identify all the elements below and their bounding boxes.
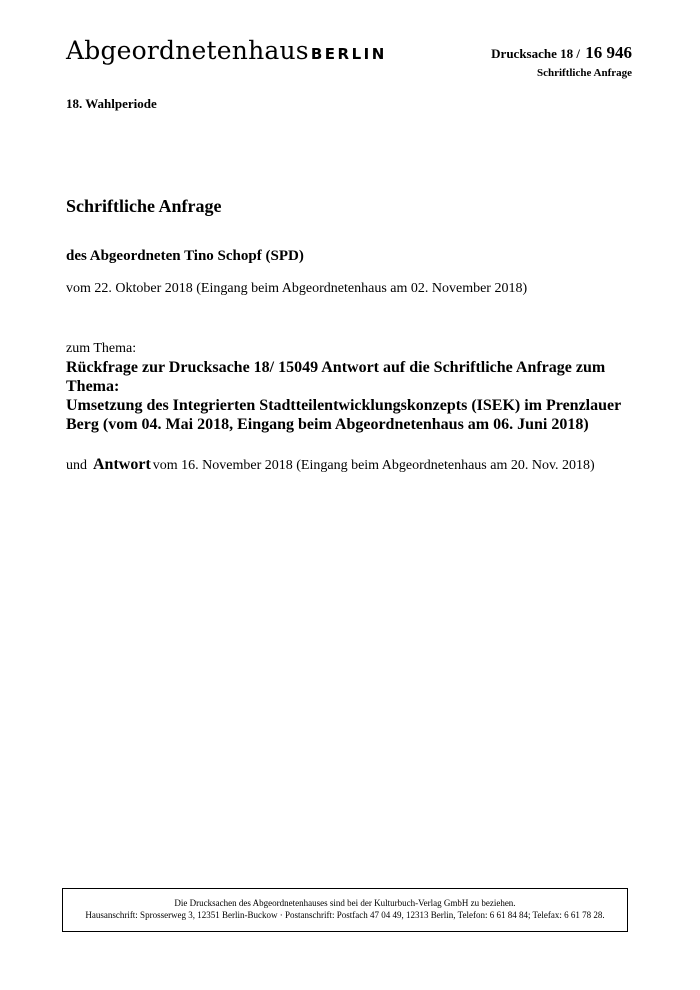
topic-line: Thema: — [66, 378, 120, 395]
topic-line: Berg (vom 04. Mai 2018, Eingang beim Abgeordnetenhaus am 06. Juni 2018) — [66, 416, 589, 433]
drucksache-label: Drucksache 18 — [491, 46, 574, 61]
topic-label: zum Thema: — [66, 341, 137, 356]
logo-city-text: BERLIN — [310, 45, 387, 63]
drucksache-value: 16 946 — [585, 43, 632, 62]
answer-word: Antwort — [93, 456, 151, 473]
answer-line — [66, 456, 595, 474]
footer-line: Hausanschrift: Sprosserweg 3, 12351 Berlin-Buckow · Postanschrift: Postfach 47 04 49, 12313 Berlin, Telefon: 6 61 84 84; Telefax: 6 61 78 28. — [85, 910, 605, 920]
document-type: Schriftliche Anfrage — [536, 67, 632, 79]
topic-heading — [66, 358, 646, 434]
page-title: Schriftliche Anfrage — [66, 196, 222, 216]
date-line: vom 22. Oktober 2018 (Eingang beim Abgeordnetenhaus am 02. November 2018) — [66, 281, 528, 296]
drucksache-number — [491, 44, 632, 61]
answer-prefix: und — [66, 458, 87, 473]
answer-rest: vom 16. November 2018 (Eingang beim Abgeordnetenhaus am 20. Nov. 2018) — [152, 458, 595, 473]
logo — [66, 38, 387, 63]
author-line: des Abgeordneten Tino Schopf (SPD) — [66, 248, 304, 264]
wahlperiode: 18. Wahlperiode — [66, 96, 157, 111]
logo-main-text: Abgeordnetenhaus — [66, 36, 309, 65]
footer-line: Die Drucksachen des Abgeordnetenhauses sind bei der Kulturbuch-Verlag GmbH zu beziehen. — [174, 898, 516, 908]
topic-line: Rückfrage zur Drucksache 18/ 15049 Antwort auf die Schriftliche Anfrage zum — [66, 359, 606, 376]
footer-box — [62, 888, 628, 932]
drucksache-slash: / — [576, 46, 580, 61]
topic-line: Umsetzung des Integrierten Stadtteilentwicklungskonzepts (ISEK) im Prenzlauer — [66, 397, 622, 414]
